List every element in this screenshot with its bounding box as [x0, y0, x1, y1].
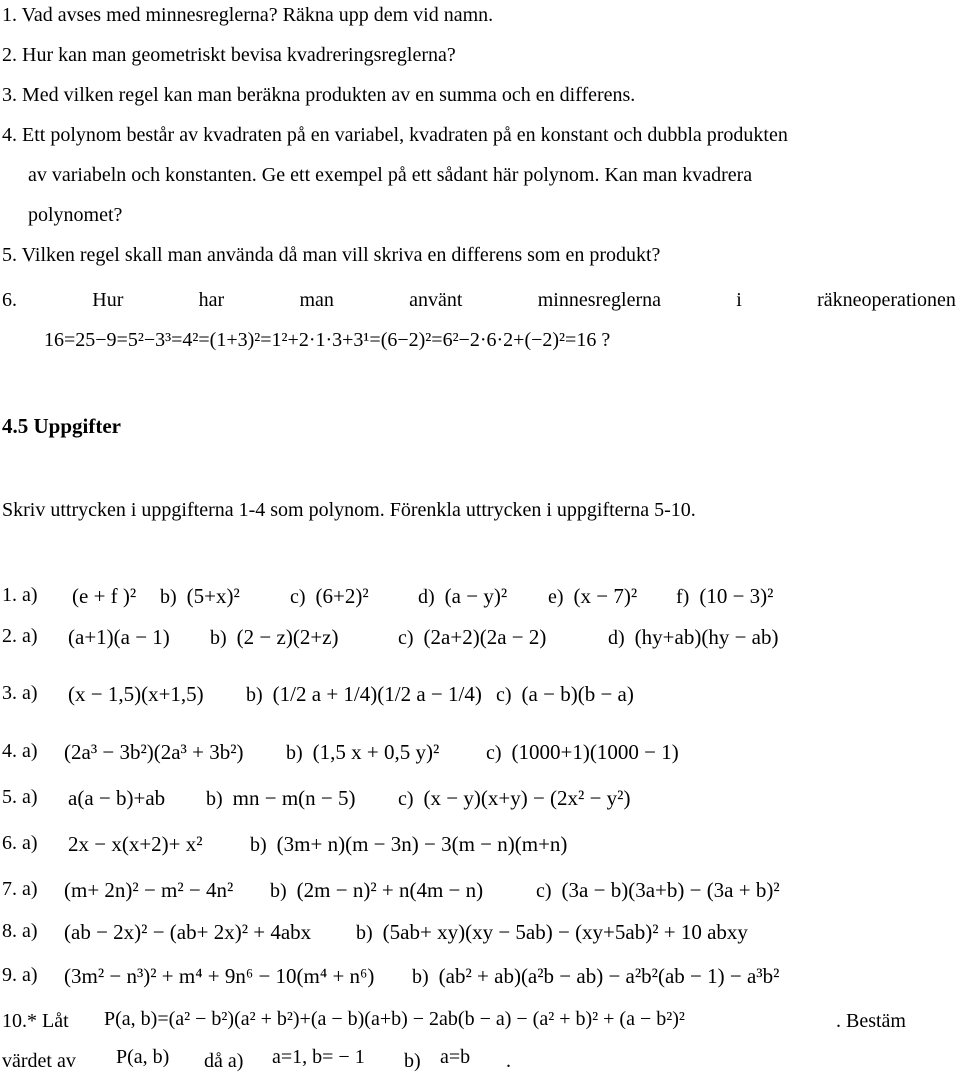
- item-label: b): [412, 966, 429, 988]
- section-heading: 4.5 Uppgifter: [2, 414, 121, 438]
- exercise-item: [210, 619, 338, 656]
- expression: (10 − 3)²: [699, 584, 774, 608]
- item-label: f): [676, 586, 690, 608]
- exercise-row-4: [0, 734, 960, 770]
- exercise-item: [246, 676, 482, 713]
- expression: (3a − b)(3a+b) − (3a + b)²: [561, 878, 780, 902]
- expression: (a − y)²: [444, 584, 508, 608]
- exercise-item: [398, 780, 630, 817]
- exercise-label: 7. a): [2, 878, 38, 900]
- problem-10-end: . Bestäm: [836, 1010, 906, 1032]
- exercise-item: [68, 619, 170, 656]
- expression: (2a³ − 3b²)(2a³ + 3b²): [64, 740, 244, 764]
- exercise-item: [68, 780, 165, 817]
- expression: (5ab+ xy)(xy − 5ab) − (xy+5ab)² + 10 abxy: [382, 920, 748, 944]
- problem-10-expression-a: a=1, b= − 1: [272, 1046, 365, 1068]
- section-intro: Skriv uttrycken i uppgifterna 1-4 som polynom. Förenkla uttrycken i uppgifterna 5-10.: [2, 499, 696, 521]
- exercise-item: [486, 734, 679, 771]
- exercise-item: [548, 578, 637, 615]
- exercise-label: 1. a): [2, 584, 38, 606]
- expression: (2 − z)(2+z): [236, 625, 339, 649]
- exercise-item: [206, 780, 356, 817]
- exercise-row-3: [0, 676, 960, 712]
- exercise-item: [250, 826, 567, 863]
- question-4-line-2: av variabeln och konstanten. Ge ett exempel på ett sådant här polynom. Kan man kvadrera: [28, 164, 753, 186]
- question-6-word: i: [736, 289, 742, 311]
- item-label: b): [246, 684, 263, 706]
- problem-10-expression: P(a, b)=(a² − b²)(a² + b²)+(a − b)(a+b) − 2ab(b − a) − (a² + b)² + (a − b²)²: [104, 1008, 685, 1030]
- problem-10-expression-p: P(a, b): [116, 1046, 170, 1068]
- exercise-label: 8. a): [2, 920, 38, 942]
- exercise-label: 3. a): [2, 682, 38, 704]
- item-label: b): [206, 788, 223, 810]
- question-6-word: räkneoperationen: [817, 289, 956, 311]
- exercise-item: [64, 914, 311, 951]
- exercise-item: [536, 872, 780, 909]
- expression: (3m+ n)(m − 3n) − 3(m − n)(m+n): [276, 832, 568, 856]
- question-4-line-3: polynomet?: [28, 204, 123, 226]
- exercise-item: [64, 872, 233, 909]
- item-label: b): [210, 627, 227, 649]
- item-label: d): [608, 627, 625, 649]
- item-label: d): [418, 586, 435, 608]
- expression: (a − b)(b − a): [521, 682, 634, 706]
- expression: 2x − x(x+2)+ x²: [68, 832, 203, 856]
- exercise-item: [64, 958, 374, 995]
- question-4-line-1: 4. Ett polynom består av kvadraten på en variabel, kvadraten på en konstant och dubbla produkten: [2, 124, 788, 146]
- expression: (5+x)²: [186, 584, 240, 608]
- expression: (1,5 x + 0,5 y)²: [312, 740, 440, 764]
- exercise-row-1: [0, 578, 960, 614]
- exercise-item: [418, 578, 507, 615]
- question-6-word: minnesreglerna: [537, 289, 662, 311]
- exercise-item: [290, 578, 369, 615]
- problem-10-expression-b: a=b: [440, 1046, 471, 1068]
- question-6-word: Hur: [92, 289, 124, 311]
- expression: (ab² + ab)(a²b − ab) − a²b²(ab − 1) − a³b²: [438, 964, 780, 988]
- expression: (1/2 a + 1/4)(1/2 a − 1/4): [272, 682, 482, 706]
- expression: a(a − b)+ab: [68, 786, 166, 810]
- exercise-row-8: [0, 914, 960, 950]
- question-2: 2. Hur kan man geometriskt bevisa kvadreringsreglerna?: [2, 44, 456, 66]
- exercise-item: [286, 734, 439, 771]
- exercise-row-7: [0, 872, 960, 908]
- expression: (3m² − n³)² + m⁴ + 9n⁶ − 10(m⁴ + n⁶): [64, 964, 375, 988]
- exercise-item: [160, 578, 240, 615]
- expression: mn − m(n − 5): [232, 786, 356, 810]
- question-6-word: har: [198, 289, 225, 311]
- question-6-line: [2, 289, 956, 312]
- exercise-row-2: [0, 619, 960, 655]
- exercise-item: [356, 914, 748, 951]
- exercise-label: 9. a): [2, 964, 38, 986]
- question-6-word: använt: [409, 289, 463, 311]
- question-3: 3. Med vilken regel kan man beräkna produkten av en summa och en differens.: [2, 84, 636, 106]
- exercise-item: [496, 676, 634, 713]
- question-6-word: man: [299, 289, 334, 311]
- exercise-item: [68, 676, 204, 713]
- expression: (2m − n)² + n(4m − n): [296, 878, 484, 902]
- question-6-word: 6.: [2, 289, 17, 311]
- item-label: c): [496, 684, 512, 706]
- expression: (x − 1,5)(x+1,5): [68, 682, 204, 706]
- item-label: b): [286, 742, 303, 764]
- exercise-item: [72, 578, 136, 615]
- exercise-item: [608, 619, 778, 656]
- problem-10-start: 10.* Låt: [2, 1010, 69, 1032]
- problem-10-part-a: då a): [204, 1050, 244, 1072]
- question-5: 5. Vilken regel skall man använda då man vill skriva en differens som en produkt?: [2, 244, 661, 266]
- item-label: e): [548, 586, 564, 608]
- expression: (hy+ab)(hy − ab): [634, 625, 779, 649]
- exercise-item: [676, 578, 773, 615]
- problem-10-period: .: [506, 1050, 511, 1072]
- expression: (x − 7)²: [573, 584, 638, 608]
- expression: (a+1)(a − 1): [68, 625, 170, 649]
- item-label: c): [398, 788, 414, 810]
- question-6-equation: 16=25−9=5²−3³=4²=(1+3)²=1²+2·1·3+3¹=(6−2)²=6²−2·6·2+(−2)²=16 ?: [44, 329, 611, 351]
- exercise-label: 2. a): [2, 625, 38, 647]
- exercise-item: [398, 619, 546, 656]
- exercise-row-9: [0, 958, 960, 994]
- exercise-row-6: [0, 826, 960, 862]
- problem-10-line2-start: värdet av: [2, 1050, 76, 1072]
- expression: (x − y)(x+y) − (2x² − y²): [423, 786, 631, 810]
- expression: (2a+2)(2a − 2): [423, 625, 547, 649]
- question-1: 1. Vad avses med minnesreglerna? Räkna upp dem vid namn.: [2, 4, 494, 26]
- item-label: b): [160, 586, 177, 608]
- exercise-item: [270, 872, 483, 909]
- item-label: b): [270, 880, 287, 902]
- exercise-label: 6. a): [2, 832, 38, 854]
- problem-10-part-b: b): [404, 1050, 421, 1072]
- item-label: c): [536, 880, 552, 902]
- item-label: b): [250, 834, 267, 856]
- item-label: c): [398, 627, 414, 649]
- exercise-item: [412, 958, 779, 995]
- exercise-item: [64, 734, 243, 771]
- exercise-row-5: [0, 780, 960, 816]
- exercise-label: 5. a): [2, 786, 38, 808]
- expression: (6+2)²: [315, 584, 369, 608]
- expression: (1000+1)(1000 − 1): [511, 740, 679, 764]
- exercise-item: [68, 826, 203, 863]
- item-label: b): [356, 922, 373, 944]
- exercise-label: 4. a): [2, 740, 38, 762]
- item-label: c): [290, 586, 306, 608]
- expression: (m+ 2n)² − m² − 4n²: [64, 878, 234, 902]
- item-label: c): [486, 742, 502, 764]
- expression: (ab − 2x)² − (ab+ 2x)² + 4abx: [64, 920, 312, 944]
- expression: (e + f )²: [72, 584, 137, 608]
